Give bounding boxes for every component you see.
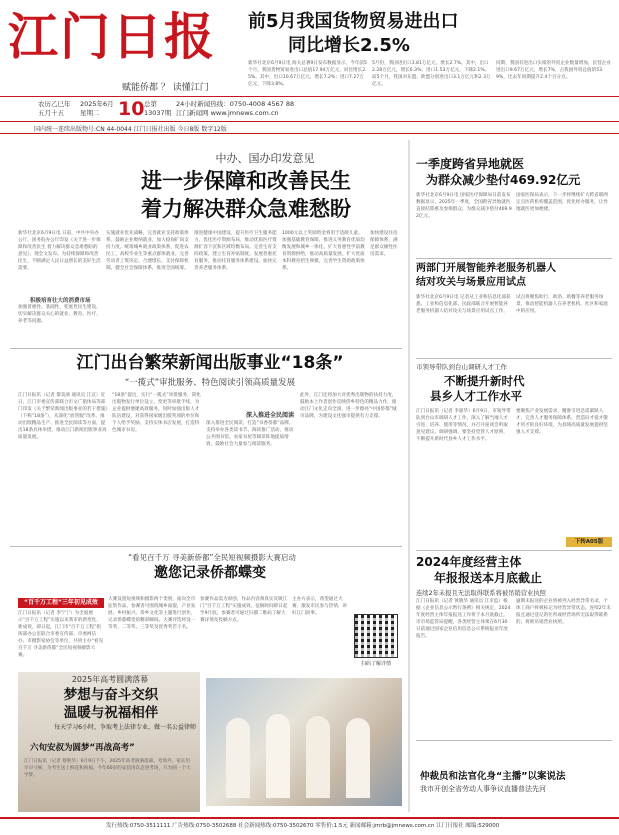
top-story-text-2: 5月份，我国进出口3.81万亿元，增长2.7%。其中，出口2.28万亿元，增长6.3%；进口1.53万亿元，下降2.1%。前5个月，我国对东盟、欧盟分别进出口3.1万亿元和2.3万亿元。 [372,61,491,87]
issue-date: 2025年6月 星期二 [80,100,114,117]
story-18-col-4: 此外，江门还将加大对优秀出版物的扶持力度，鼓励本土作者创作反映侨乡特色的精品力作，推动江门文化走向全国，进一步擦亮“中国侨都”城市品牌，为建设文化强市提供有力支撑。 [300,393,397,419]
issue-info-strip [0,96,619,122]
top-story-text-1: 新华社北京6月9日电 海关总署9日发布数据显示，今年前5个月，我国货物贸易进出口总值17.94万亿元，同比增长2.5%。其中，出口10.67万亿元，增长7.2%；进口7.27万亿元，下降3.8%。 [248,61,367,87]
dream-headline-1[interactable]: 梦想与奋斗交织 [63,687,159,703]
story-18-col-3: 深入推进全民阅读，打造“书香侨都”品牌。支持举办各类读书节、阅读推广活动，推动公共图书馆、农家书屋等阅读阵地提质增效，鼓励社会力量参与阅读服务。 [206,421,294,447]
publication-registration: 国内统一连续出版物号:CN 44-0044 江门日报社出版 今日8版 数字12版 [34,126,227,133]
right-story3-kicker: 市领导带队到台山调研人才工作 [416,363,507,371]
butterfly-headline[interactable]: 邀您记录侨都蝶变 [154,565,266,581]
qr-label: 扫码了解详情 [360,661,391,667]
lunar-date: 农历乙巳年 五月十五 [38,100,71,117]
right-story3-col-1: 江门日报讯（记者 李嘉华）6月9日，市领导带队到台山市调研人才工作，深入了解当地人才引进、培养、使用等情况，并召开座谈会听取意见建议。调研强调，要坚持党管人才原则，不断提升新时代县乡人才工作水平。 [416,409,511,442]
story-18-sub-label: 深入推进全民阅读 [245,412,294,419]
right-story1-col-2: 国家医保局表示，下一步将继续扩大跨省联网定点医药机构覆盖范围，优化经办服务，让异地就医更加便捷。 [516,193,608,212]
right-story3-headline-1[interactable]: 不断提升新时代 [444,374,525,388]
right-story3-col-2: 要聚焦产业发展需求，精准引进急需紧缺人才，完善人才服务保障体系，营造识才爱才敬才用才的良好环境，为县域高质量发展提供坚强人才支撑。 [516,409,608,435]
main-story-col-4: 1000元以上奖励资金将用于适龄儿童。加强基础教育保障，推进义务教育优质均衡发展和城乡一体化。扩大普惠性学前教育资源供给，推动高质量发展。扩大优质本科教育招生规模，完善学生资助政策体系。 [282,231,365,271]
butterfly-label-bg [18,598,104,608]
right-divider-2 [416,358,612,359]
section-divider-2 [10,546,402,547]
top-story-text-3: 同期，我国有进出口实绩的外贸企业数量增加，民营企业进出口9.67万亿元，增长7%，占我国外贸总值的53.9%，比去年同期提升2.4个百分点。 [496,61,611,80]
story-18-col-1: 江门日报讯（记者 黎美颜 通讯员 江宣）近日，江门市委宣传部联合市文广旅体局等部门印发《关于繁荣新闻出版事业的若干措施》（下称“18条”），从深化“放管服”改革、推动出版精品生产、推进全民阅读等方面，提出18条具体举措，推动江门新闻出版事业高质量发展。 [18,393,108,440]
butterfly-col-1: 江门日报讯（记者 李宁宁）为全面展示“百千万工程”实施以来我市的新变化、新成效，即日起，江门市“百千万工程”指挥部办公室联合市委宣传部、市委网信办、市摄影家协会等单位，共同主办“看见百千万 寻美新侨都”全民短视频摄影大赛。 [18,611,104,658]
dream-headline-2[interactable]: 温暖与祝福相伴 [63,705,159,721]
main-story-col-1b: 加强普惠性、基础性、兜底性民生建设，切实解决群众关心的就业、教育、医疗、养老等问题。 [18,305,101,324]
right-story3-headline-2[interactable]: 县乡人才工作水平 [430,389,522,403]
right-divider-1 [416,258,612,259]
dream-sub-1: 每天学习6小时，争取考上法律专业，做一名公益律师 [54,724,196,731]
butterfly-label: “百千万工程”三年初见成效 [24,599,98,606]
butterfly-col-4: 主办方表示，希望通过大赛，激发市民参与热情，讲好江门故事。 [292,597,348,616]
right-story4-headline-1[interactable]: 2024年度经营主体 [416,555,522,569]
continue-label: 下转A05版 [574,539,604,545]
butterfly-col-3: 参赛作品需为原创，作品内容须真实反映江门“百千万工程”实施成效。征稿时间即日起至9月底，参赛者可通过扫描二维码了解大赛详情及投稿方式。 [200,597,288,623]
right-story2-headline-2[interactable]: 结对攻关与场景应用试点 [416,277,526,288]
top-headline[interactable] [248,10,608,58]
story-18-headline[interactable]: 江门出台繁荣新闻出版事业“18条” [76,353,344,373]
right-story1-headline-1[interactable]: 一季度跨省异地就医 [416,157,525,171]
issue-number: 10 [118,98,145,120]
main-story-col-2: 实施就业优先战略，完善就业支持政策体系。鼓励企业吸纳就业，加大稳岗扩岗支持力度。统筹城乡就业政策体系，促进农民工、高校毕业生等重点群体就业。完善劳动者工资决定、合理增长、支付保障机制。健全社会保障体系，推进全国统筹。 [106,231,189,271]
issue-total: 总第 13037期 [144,100,172,117]
butterfly-kicker: “看见百千万 寻美新侨都”全民短视频摄影大赛启动 [128,553,296,562]
news-hotline: 24小时新闻热线：0750-4008 4567 88 [176,100,295,108]
right-story4-col-2: 逾期未报送的企业将被列入经营异常名录，个体工商户将被标记为经营异常状态。连续2年未报且通过登记的住所或经营场所无法取得联系的，将被吊销营业执照。 [516,599,611,625]
newspaper-logo: 江门日报 [8,7,216,66]
top-headline-line2: 同比增长2.5% [288,35,410,56]
story-18-subhead: “一揽式”审批服务、特色阅读引领高质量发展 [124,378,296,388]
main-story-kicker: 中办、国办印发意见 [215,152,315,165]
website-url[interactable]: 江门新闻网 www.jmnews.com.cn [176,109,279,117]
right-story1-headline-2[interactable]: 为群众减少垫付469.92亿元 [426,173,581,187]
right-story2-col-2: 试点将聚焦助行、助浴、助餐等养老服务场景，推动智能机器人在养老机构、社区和家庭中的应用。 [516,295,608,314]
right-story4-headline-2[interactable]: 年报报送本月底截止 [434,571,543,585]
footer-contact-bar: 发行热线:0750-3511111 广告热线:0750-3502688 社会新闻热线:0750-3502670 零售价:1.5元 新闻邮箱:jmrb@jmnews.com.cn 江门日报社 邮编:529000 [0,817,619,835]
main-story-col-3: 推进健康中国建设，提升医疗卫生服务能力。优化医疗资源布局，推动优质医疗资源扩容下沉和区域均衡布局。完善生育支持政策，建立生育补贴制度。发展普惠托育服务，推动托育服务体系建设。加快完善养老服务体系。 [194,231,277,271]
qr-code[interactable] [354,614,398,658]
graduates-photo [206,678,402,806]
right-divider-3 [416,550,612,551]
masthead-divider [0,133,619,134]
story-18-col-2: “18条”提出，实行“一揽式”审批服务，简化出版物发行单位设立、变更等审批手续，为企业提供便捷高效服务。同时加强出版人才队伍建设，对获得国家级出版奖项的单位和个人给予奖励。支持实体书店发展，打造特色城市书房。 [112,393,201,433]
right-story4-col-1: 江门日报讯（记者 黄晓华 通讯员 江市监）根据《企业信息公示暂行条例》相关规定，2024年度经营主体年报报送工作将于本月底截止。市市场监管局提醒，各类经营主体须在6月30日前通过国家企业信用信息公示系统报送年度报告。 [416,599,511,639]
right-story2-headline-1[interactable]: 两部门开展智能养老服务机器人 [416,263,556,274]
main-story-headline-2[interactable]: 着力解决群众急难愁盼 [141,197,351,221]
right-story2-col-1: 新华社北京6月9日电 记者从工业和信息化部获悉，工业和信息化部、民政部联合开展智能养老服务机器人结对攻关与场景应用试点工作。 [416,295,511,314]
column-divider [408,140,410,812]
right-story1-col-1: 新华社北京6月9日电 国家医疗保障局日前发布数据显示，2025年一季度，全国跨省异地就医直接结算惠及参保群众，为群众减少垫付469.92亿元。 [416,193,512,219]
masthead-tagline: 赋能侨都 ？ 读懂江门 [122,83,209,93]
right-story4-subhead: 连续2年未报且无法取得联系将被吊销营业执照 [416,590,546,597]
main-story-headline-1[interactable]: 进一步保障和改善民生 [141,169,351,193]
right-divider-4 [416,740,612,741]
butterfly-col-2: 大赛设置短视频和摄影两个类别，面向全市征集作品。参赛者可围绕城乡面貌、产业发展、乡村振兴、侨乡文化等主题进行创作，记录侨都蝶变的精彩瞬间。大赛评选将设一等奖、二等奖、三等奖及优秀奖若干名。 [108,597,196,630]
main-story-col-5: 加快建设住房保障体系，满足群众刚性住房需求。 [370,231,398,257]
main-story-sub-label: 积极培育壮大的消费市场 [30,298,91,304]
main-story-col-1: 新华社北京6月9日电 日前，中共中央办公厅、国务院办公厅印发《关于进一步保障和改善民生 着力解决群众急难愁盼的意见》，现全文发布。为持续保障和改善民生，不断满足人民日益增长的美好生活需要。 [18,231,101,271]
dream-sub-2[interactable]: 六旬安叔为圆梦“再战高考” [30,743,135,753]
top-headline-line1: 前5月我国货物贸易进出口 [248,11,459,32]
section-divider-1 [10,348,402,349]
continue-badge[interactable] [566,537,612,547]
dream-text: 江门日报讯（记者 蔡艳华）6月9日下午，2025年高考圆满落幕。考场外，家长们早早守候，为考生送上鲜花和祝福。今年60岁的安叔再次走进考场，只为圆一个大学梦。 [24,759,191,778]
dream-kicker: 2025年高考圆满落幕 [71,675,149,684]
right-story5-subhead: 我市开创全省劳动人事争议直播普法先河 [420,785,546,793]
right-story5-headline[interactable]: 仲裁员和法官化身“主播”以案说法 [420,771,566,782]
